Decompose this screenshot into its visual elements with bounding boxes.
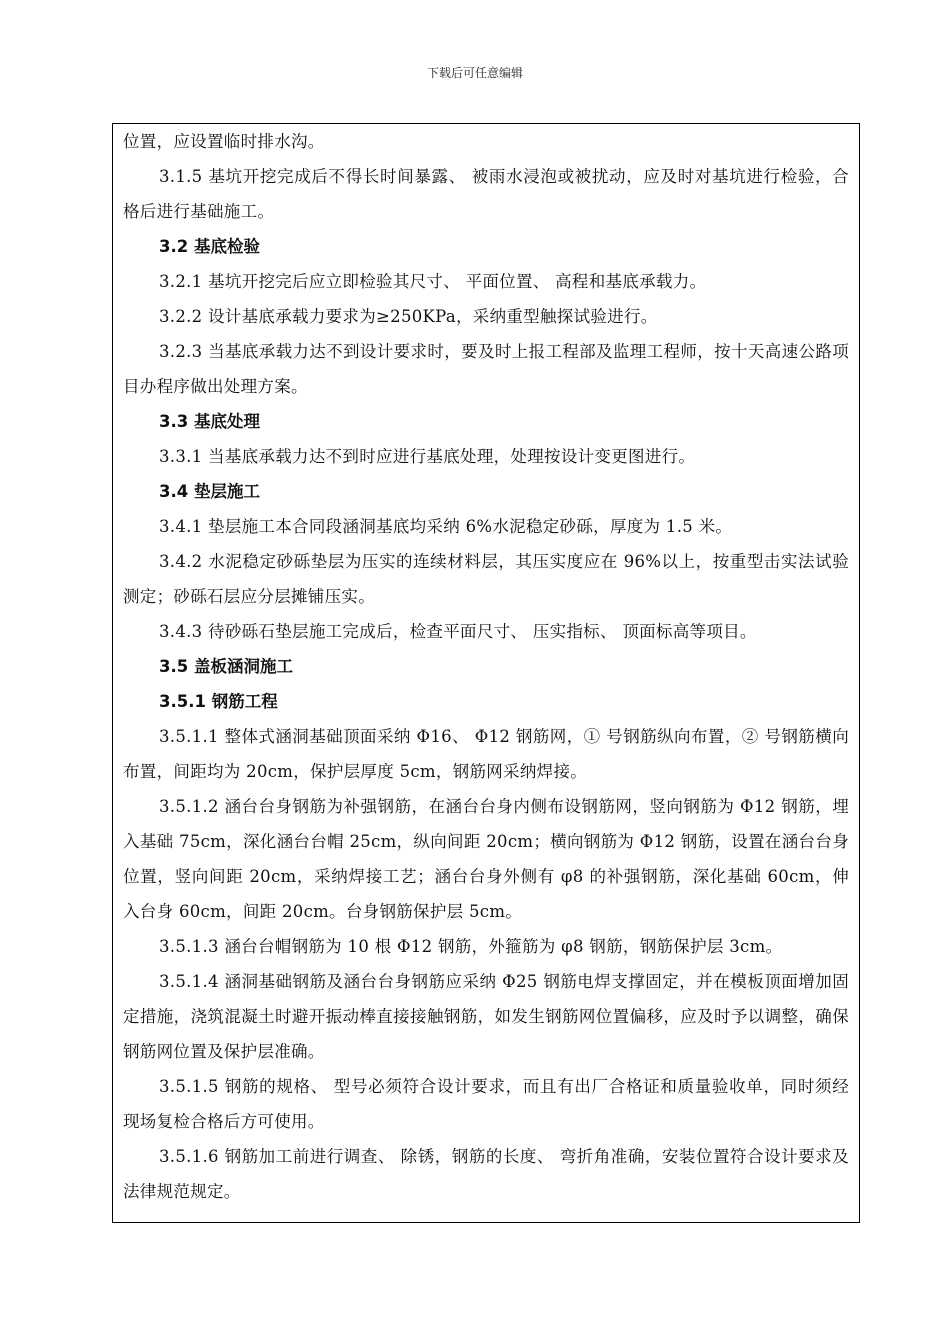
paragraph-3-2-1: 3.2.1 基坑开挖完后应立即检验其尺寸、 平面位置、 高程和基底承载力。	[159, 272, 707, 291]
heading-3-4: 3.4 垫层施工	[159, 482, 260, 501]
paragraph-3-1-5: 3.1.5 基坑开挖完成后不得长时间暴露、 被雨水浸泡或被扰动，应及时对基坑进行检验，合格后进行基础施工。	[123, 167, 849, 221]
paragraph-3-5-1-1: 3.5.1.1 整体式涵洞基础顶面采纳 Φ16、 Φ12 钢筋网，① 号钢筋纵向布置，② 号钢筋横向布置，间距均为 20cm，保护层厚度 5cm，钢筋网采纳焊接。	[123, 727, 849, 781]
heading-3-2: 3.2 基底检验	[159, 237, 260, 256]
page-header: 下载后可任意编辑	[426, 66, 523, 80]
paragraph-3-4-3: 3.4.3 待砂砾石垫层施工完成后，检查平面尺寸、 压实指标、 顶面标高等项目。	[159, 622, 757, 641]
paragraph-continuation: 位置，应设置临时排水沟。	[123, 132, 325, 151]
paragraph-3-2-2: 3.2.2 设计基底承载力要求为≥250KPa，采纳重型触探试验进行。	[159, 307, 658, 326]
heading-3-3: 3.3 基底处理	[159, 412, 260, 431]
paragraph-3-5-1-2: 3.5.1.2 涵台台身钢筋为补强钢筋，在涵台台身内侧布设钢筋网，竖向钢筋为 Φ12 钢筋，埋入基础 75cm，深化涵台台帽 25cm，纵向间距 20cm；横向钢筋为 Φ12 钢筋，设置在涵台台身位置，竖向间距 20cm，采纳焊接工艺；涵台台身外侧有 φ8 的补强钢筋，深化基础 60cm，伸入台身 60cm，间距 20cm。台身钢筋保护层 5cm。	[123, 797, 849, 921]
paragraph-3-4-1: 3.4.1 垫层施工本合同段涵洞基底均采纳 6%水泥稳定砂砾，厚度为 1.5 米。	[159, 517, 733, 536]
content-frame	[112, 123, 860, 1223]
paragraph-3-4-2: 3.4.2 水泥稳定砂砾垫层为压实的连续材料层，其压实度应在 96%以上，按重型击实法试验测定；砂砾石层应分层摊铺压实。	[123, 552, 849, 606]
heading-3-5-1: 3.5.1 钢筋工程	[159, 692, 278, 711]
paragraph-3-5-1-3: 3.5.1.3 涵台台帽钢筋为 10 根 Φ12 钢筋，外箍筋为 φ8 钢筋，钢筋保护层 3cm。	[159, 937, 783, 956]
paragraph-3-5-1-4: 3.5.1.4 涵洞基础钢筋及涵台台身钢筋应采纳 Φ25 钢筋电焊支撑固定，并在模板顶面增加固定措施，浇筑混凝土时避开振动棒直接接触钢筋，如发生钢筋网位置偏移，应及时予以调整，确保钢筋网位置及保护层准确。	[123, 972, 849, 1061]
paragraph-3-2-3: 3.2.3 当基底承载力达不到设计要求时，要及时上报工程部及监理工程师，按十天高速公路项目办程序做出处理方案。	[123, 342, 849, 396]
heading-3-5: 3.5 盖板涵洞施工	[159, 657, 293, 676]
paragraph-3-5-1-6: 3.5.1.6 钢筋加工前进行调查、 除锈，钢筋的长度、 弯折角准确，安装位置符合设计要求及法律规范规定。	[123, 1147, 849, 1201]
paragraph-3-3-1: 3.3.1 当基底承载力达不到时应进行基底处理，处理按设计变更图进行。	[159, 447, 696, 466]
paragraph-3-5-1-5: 3.5.1.5 钢筋的规格、 型号必须符合设计要求，而且有出厂合格证和质量验收单，同时须经现场复检合格后方可使用。	[123, 1077, 849, 1131]
